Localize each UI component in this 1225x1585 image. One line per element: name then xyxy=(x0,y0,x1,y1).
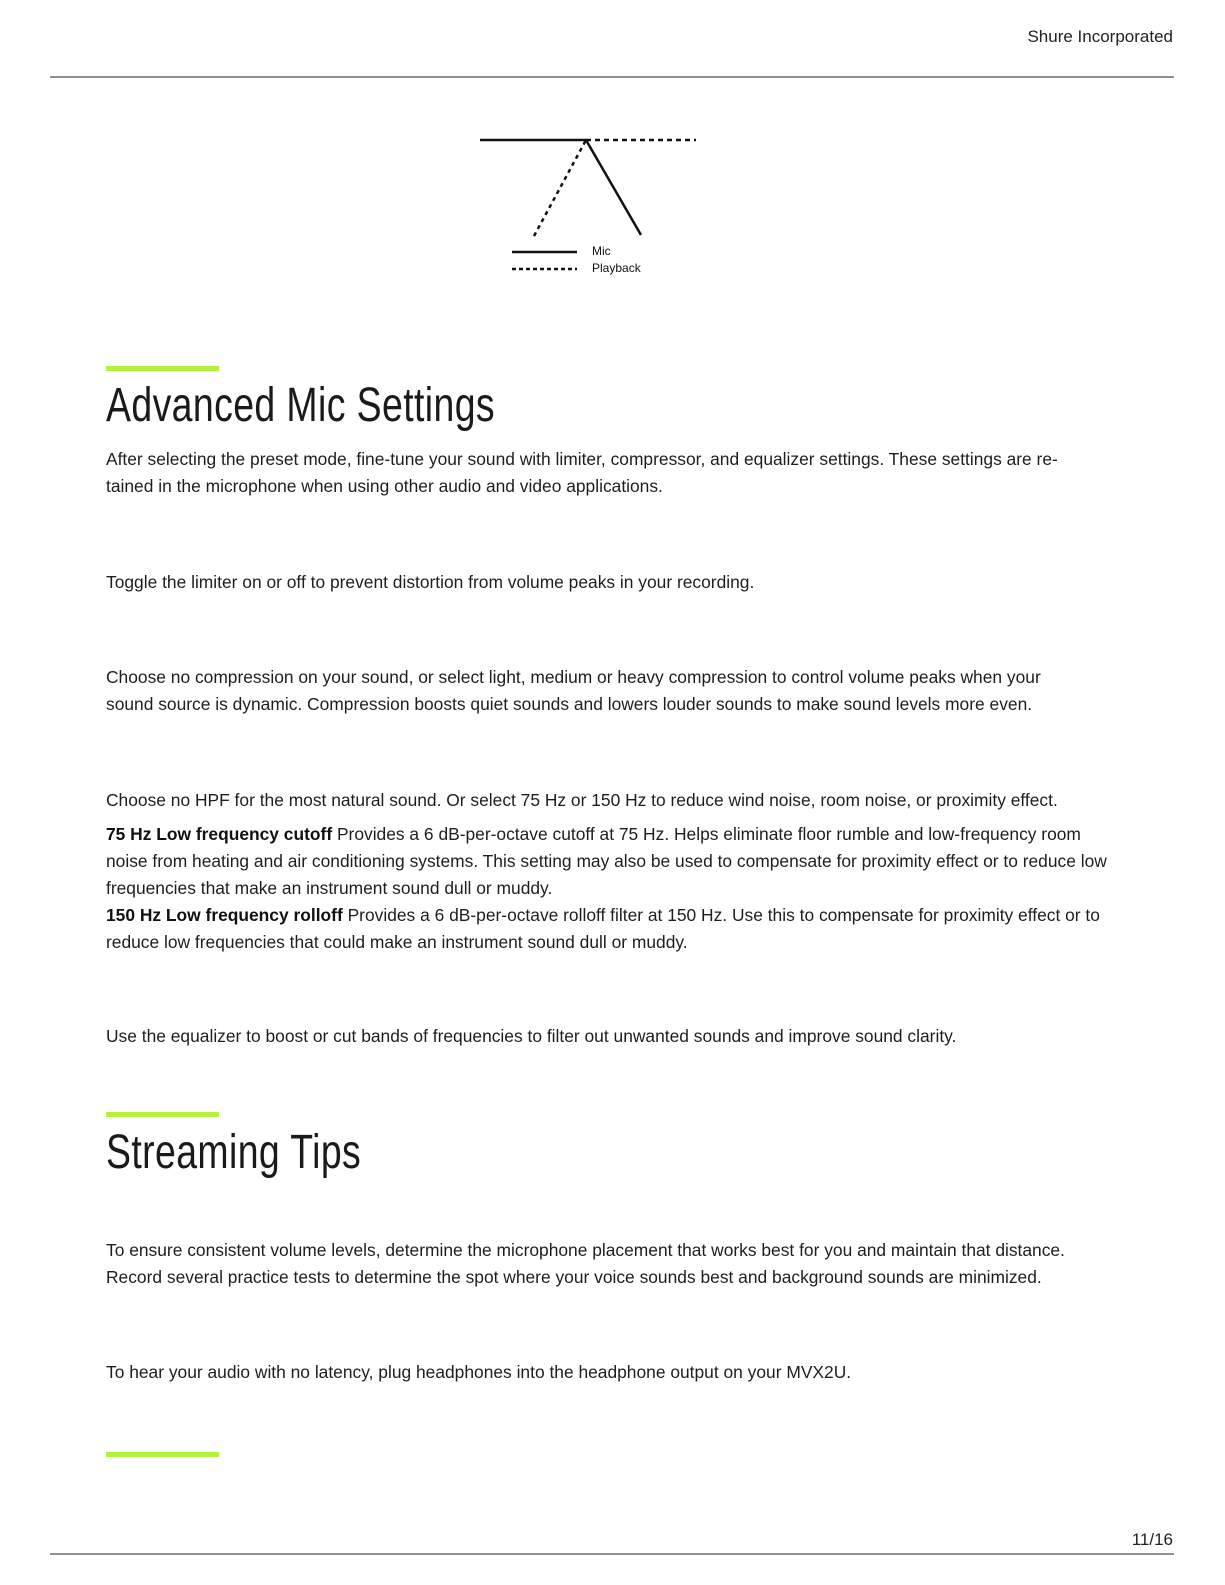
monitor-mix-diagram xyxy=(480,128,710,288)
section-accent-bar xyxy=(106,1112,219,1117)
advanced-intro-line-2: tained in the microphone when using other audio and video applications. xyxy=(106,476,663,496)
hpf-75hz-term: 75 Hz Low frequency cutoff xyxy=(106,824,333,844)
streaming-tip-1-line-2: Record several practice tests to determine the spot where your voice sounds best and background sounds are minimized. xyxy=(106,1267,1042,1287)
legend-playback-label: Playback xyxy=(592,261,641,275)
legend-mic-label: Mic xyxy=(592,244,611,258)
equalizer-text: Use the equalizer to boost or cut bands of frequencies to filter out unwanted sounds and improve sound clarity. xyxy=(106,1026,957,1046)
hpf-150hz-item xyxy=(106,902,1118,956)
mic-slope-line xyxy=(586,140,641,235)
hpf-text: Choose no HPF for the most natural sound. Or select 75 Hz or 150 Hz to reduce wind noise, room noise, or proximity effect. xyxy=(106,790,1058,810)
section-accent-bar xyxy=(106,1452,219,1457)
hpf-75hz-item xyxy=(106,821,1118,902)
streaming-tip-1-line-1: To ensure consistent volume levels, determine the microphone placement that works best for you and maintain that distance. xyxy=(106,1240,1065,1260)
hpf-75hz-description: Provides a 6 dB-per-octave cutoff at 75 Hz. Helps eliminate floor rumble and low-frequency room noise from heating and air conditioning systems. This setting may also be used to compensate for proximity effect or to reduce low frequencies that make an instrument sound dull or muddy. xyxy=(106,824,1107,898)
limiter-text: Toggle the limiter on or off to prevent distortion from volume peaks in your recording. xyxy=(106,572,755,592)
playback-slope-line xyxy=(534,140,586,236)
advanced-settings-heading: Advanced Mic Settings xyxy=(106,379,496,432)
compressor-text-line-1: Choose no compression on your sound, or select light, medium or heavy compression to control volume peaks when your xyxy=(106,667,1041,687)
advanced-intro-line-1: After selecting the preset mode, fine-tune your sound with limiter, compressor, and equalizer settings. These settings are re- xyxy=(106,449,1058,469)
header-divider xyxy=(50,76,1174,78)
page-number: 11/16 xyxy=(1131,1530,1173,1549)
section-accent-bar xyxy=(106,366,219,371)
hpf-150hz-description: Provides a 6 dB-per-octave rolloff filter at 150 Hz. Use this to compensate for proximity effect or to reduce low frequencies that could make an instrument sound dull or muddy. xyxy=(106,905,1100,952)
header-company-name: Shure Incorporated xyxy=(1027,27,1173,46)
streaming-tip-2: To hear your audio with no latency, plug headphones into the headphone output on your MVX2U. xyxy=(106,1362,852,1382)
streaming-tips-heading: Streaming Tips xyxy=(106,1126,362,1179)
hpf-150hz-term: 150 Hz Low frequency rolloff xyxy=(106,905,343,925)
footer-divider xyxy=(50,1553,1174,1555)
compressor-text-line-2: sound source is dynamic. Compression boosts quiet sounds and lowers louder sounds to make sound levels more even. xyxy=(106,694,1033,714)
